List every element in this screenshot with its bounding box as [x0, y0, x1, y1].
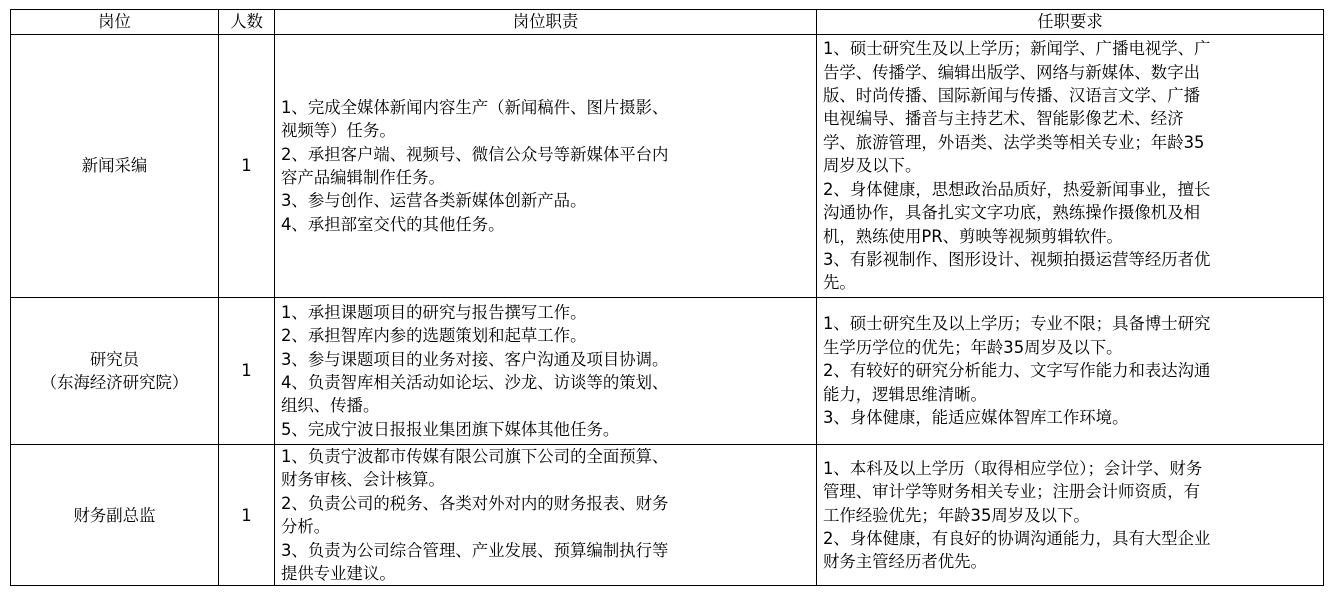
duty-line: 1、承担课题项目的研究与报告撰写工作。 — [281, 302, 587, 322]
duty-line: 4、承担部室交代的其他任务。 — [281, 214, 505, 234]
requirement-line: 2、身体健康，有良好的协调沟通能力，具有大型企业 — [823, 528, 1211, 548]
header-position: 岗位 — [11, 10, 219, 35]
requirement-line: 能力，逻辑思维清晰。 — [823, 384, 987, 404]
header-requirements: 任职要求 — [817, 10, 1324, 35]
duty-line: 组织、传播。 — [281, 396, 380, 416]
requirement-line: 财务主管经历者优先。 — [823, 552, 987, 572]
duty-line: 分析。 — [281, 517, 331, 537]
position-name: 新闻采编 — [81, 156, 148, 176]
requirement-line: 3、身体健康，能适应媒体智库工作环境。 — [823, 408, 1129, 428]
duty-line: 3、参与课题项目的业务对接、客户沟通及项目协调。 — [281, 349, 669, 369]
headcount-cell: 1 — [219, 445, 275, 586]
requirements-cell — [817, 298, 1324, 445]
requirement-line: 生学历学位的优先；年龄35周岁及以下。 — [823, 337, 1123, 357]
requirement-line: 电视编导、播音与主持艺术、智能影像艺术、经济 — [823, 109, 1184, 129]
requirement-line: 工作经验优先；年龄35周岁及以下。 — [823, 505, 1090, 525]
requirement-line: 管理、审计学等财务相关专业；注册会计师资质，有 — [823, 482, 1200, 502]
duty-line: 3、参与创作、运营各类新媒体创新产品。 — [281, 191, 587, 211]
position-name: 财务副总监 — [73, 505, 156, 525]
table-row — [11, 445, 1324, 586]
requirement-line: 周岁及以下。 — [823, 156, 922, 176]
duty-line: 容产品编辑制作任务。 — [281, 168, 445, 187]
duties-cell — [275, 445, 817, 586]
headcount-cell: 1 — [219, 35, 275, 298]
table-row — [11, 35, 1324, 298]
requirement-line: 1、硕士研究生及以上学历；新闻学、广播电视学、广 — [823, 39, 1211, 59]
duty-line: 3、负责为公司综合管理、产业发展、预算编制执行等 — [281, 540, 669, 560]
duty-line: 2、承担智库内参的选题策划和起草工作。 — [281, 326, 587, 346]
position-cell — [11, 298, 219, 445]
requirement-line: 1、硕士研究生及以上学历；专业不限；具备博士研究 — [823, 314, 1211, 334]
requirement-line: 1、本科及以上学历（取得相应学位）；会计学、财务 — [823, 458, 1203, 478]
requirements-cell — [817, 445, 1324, 586]
requirement-line: 3、有影视制作、图形设计、视频拍摄运营等经历者优 — [823, 249, 1211, 269]
headcount-cell: 1 — [219, 298, 275, 445]
requirement-line: 学、旅游管理，外语类、法学类等相关专业；年龄35 — [823, 132, 1205, 152]
requirement-line: 2、有较好的研究分析能力、文字写作能力和表达沟通 — [823, 361, 1211, 381]
duty-line: 2、承担客户端、视频号、微信公众号等新媒体平台内 — [281, 144, 669, 164]
duties-cell — [275, 298, 817, 445]
requirement-line: 版、时尚传播、国际新闻与传播、汉语言文学、广播 — [823, 86, 1200, 106]
duty-line: 提供专业建议。 — [281, 564, 396, 584]
position-cell — [11, 35, 219, 298]
position-name: 研究员 — [89, 349, 140, 369]
requirement-line: 告学、传播学、编辑出版学、网络与新媒体、数字出 — [823, 62, 1200, 82]
requirement-line: 沟通协作，具备扎实文字功底，熟练操作摄像机及相 — [823, 203, 1200, 223]
requirements-cell — [817, 35, 1324, 298]
duties-cell — [275, 35, 817, 298]
table-row — [11, 298, 1324, 445]
duty-line: 视频等）任务。 — [281, 121, 396, 141]
requirement-line: 先。 — [823, 273, 856, 293]
header-duties: 岗位职责 — [275, 10, 817, 35]
duty-line: 财务审核、会计核算。 — [281, 470, 445, 490]
duty-line: 1、完成全媒体新闻内容生产（新闻稿件、图片摄影、 — [281, 97, 669, 117]
duty-line: 1、负责宁波都市传媒有限公司旗下公司的全面预算、 — [281, 447, 669, 466]
duty-line: 2、负责公司的税务、各类对外对内的财务报表、财务 — [281, 493, 669, 513]
table-header-row — [11, 10, 1324, 35]
position-cell — [11, 445, 219, 586]
duty-line: 4、负责智库相关活动如论坛、沙龙、访谈等的策划、 — [281, 373, 669, 392]
position-department: （东海经济研究院） — [40, 373, 189, 392]
job-positions-table — [10, 9, 1324, 586]
header-count: 人数 — [219, 10, 275, 35]
duty-line: 5、完成宁波日报报业集团旗下媒体其他任务。 — [281, 419, 620, 439]
requirement-line: 2、身体健康，思想政治品质好，热爱新闻事业，擅长 — [823, 179, 1211, 199]
requirement-line: 机，熟练使用PR、剪映等视频剪辑软件。 — [823, 226, 1123, 246]
